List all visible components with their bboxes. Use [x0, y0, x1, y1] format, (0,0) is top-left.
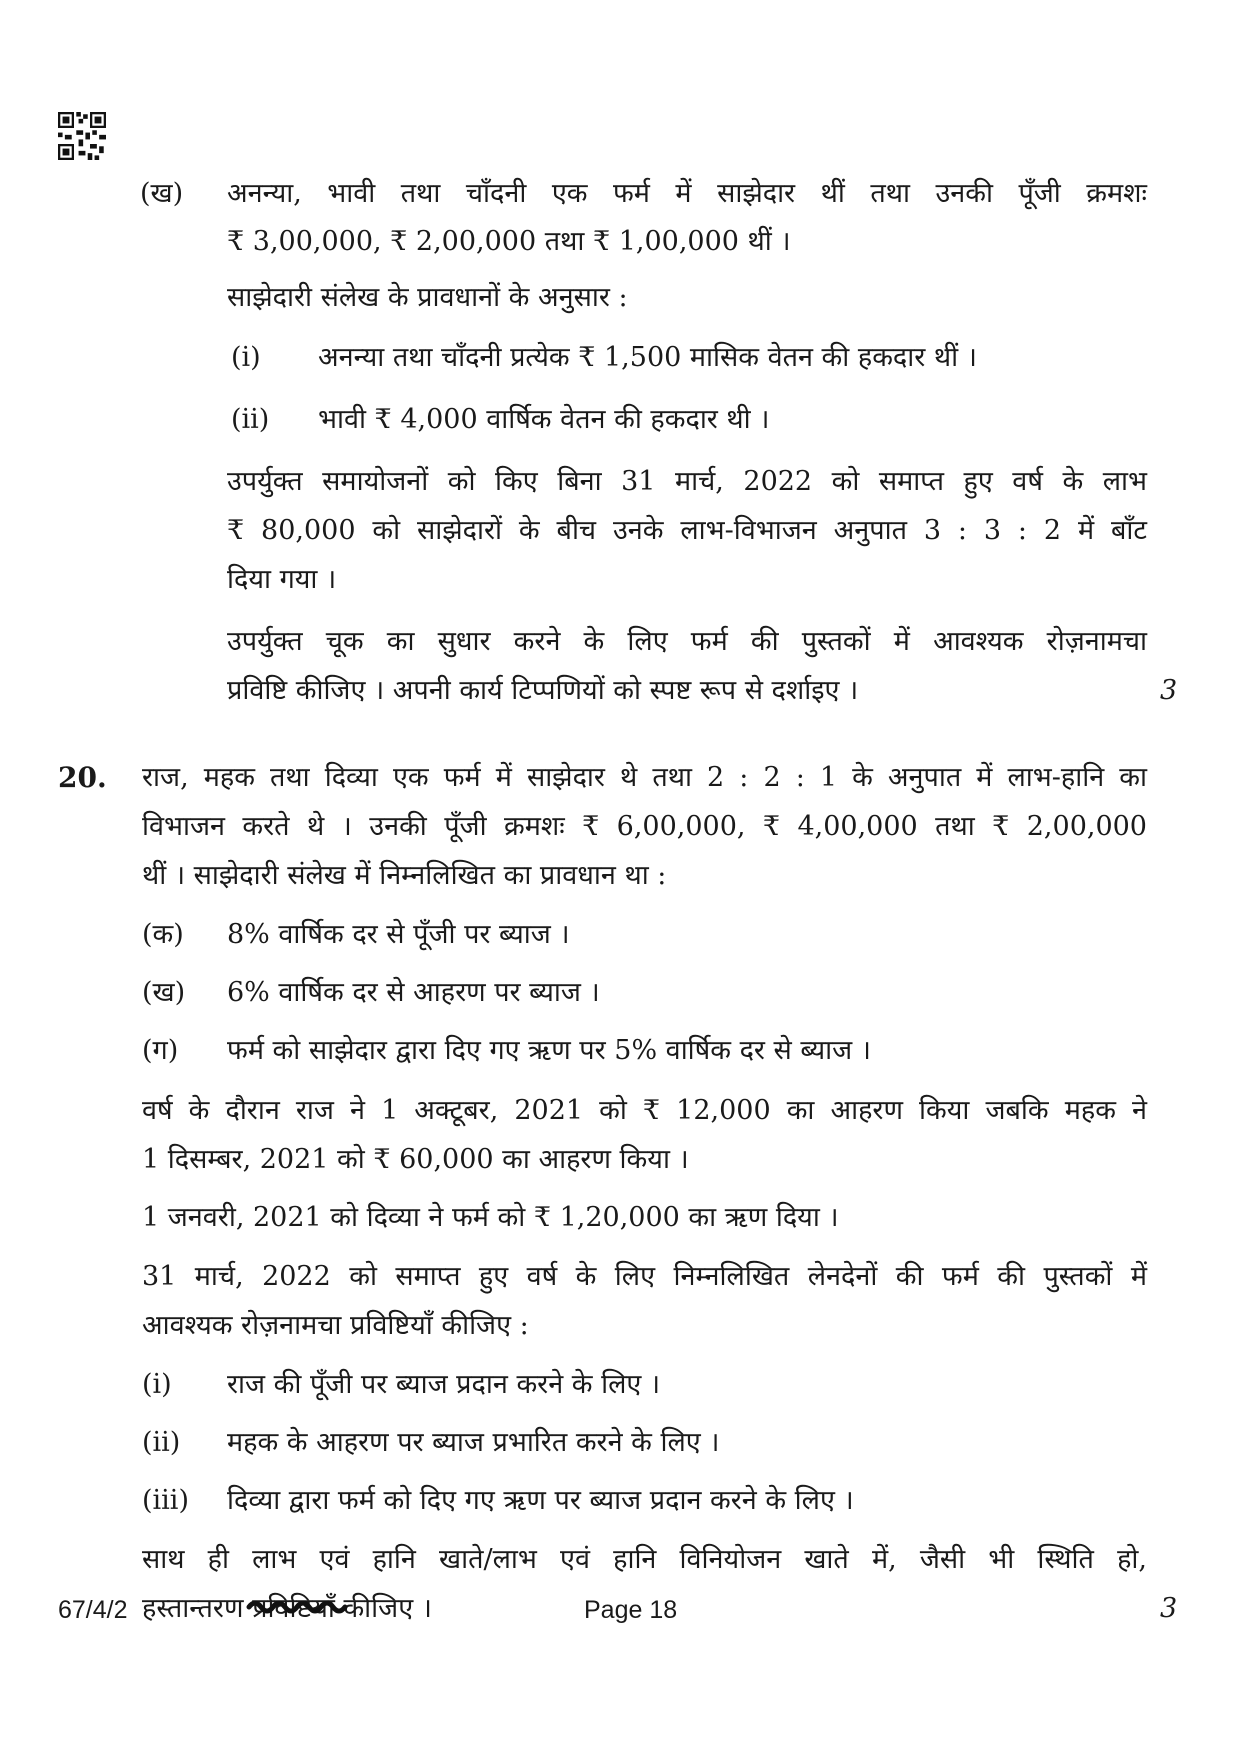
task-text: महक के आहरण पर ब्याज प्रभारित करने के लिए ।	[227, 1427, 720, 1458]
paragraph-line: साथ ही लाभ एवं हानि खाते/लाभ एवं हानि विनियोजन खाते में, जैसी भी स्थिति हो,	[142, 1544, 1147, 1575]
provision-label: (ग)	[142, 1035, 179, 1066]
question-text-line: थीं । साझेदारी संलेख में निम्नलिखित का प्रावधान था :	[142, 860, 667, 891]
task-label: (i)	[142, 1369, 172, 1400]
marks: 3	[1160, 1593, 1178, 1624]
part-intro-line: अनन्या, भावी तथा चाँदनी एक फर्म में साझेदार थीं तथा उनकी पूँजी क्रमशः	[227, 178, 1147, 209]
qr-code-icon	[58, 112, 106, 160]
provision-text: 6% वार्षिक दर से आहरण पर ब्याज ।	[227, 977, 600, 1008]
wave-divider-icon	[245, 1593, 355, 1617]
paragraph-line: वर्ष के दौरान राज ने 1 अक्टूबर, 2021 को ₹ 12,000 का आहरण किया जबकि महक ने	[142, 1095, 1147, 1126]
question-text-line: विभाजन करते थे । उनकी पूँजी क्रमशः ₹ 6,00,000, ₹ 4,00,000 तथा ₹ 2,00,000	[142, 811, 1147, 842]
task-label: (ii)	[142, 1427, 181, 1458]
page-number: Page 18	[584, 1596, 678, 1624]
list-item-text: अनन्या तथा चाँदनी प्रत्येक ₹ 1,500 मासिक वेतन की हकदार थीं ।	[318, 342, 977, 373]
provision-label: (क)	[142, 919, 184, 950]
list-item-label: (ii)	[231, 404, 270, 435]
provisions-heading: साझेदारी संलेख के प्रावधानों के अनुसार :	[227, 282, 628, 313]
list-item-label: (i)	[231, 342, 261, 373]
paragraph-line: प्रविष्टि कीजिए । अपनी कार्य टिप्पणियों को स्पष्ट रूप से दर्शाइए ।	[227, 675, 859, 706]
provision-label: (ख)	[142, 977, 186, 1008]
question-number: 20.	[58, 761, 107, 794]
provision-text: फर्म को साझेदार द्वारा दिए गए ऋण पर 5% वार्षिक दर से ब्याज ।	[227, 1035, 871, 1066]
marks: 3	[1160, 675, 1178, 706]
part-label: (ख)	[140, 178, 184, 209]
paragraph-line: उपर्युक्त चूक का सुधार करने के लिए फर्म की पुस्तकों में आवश्यक रोज़नामचा	[227, 626, 1147, 657]
paper-code: 67/4/2	[58, 1596, 128, 1624]
paragraph-line: 1 जनवरी, 2021 को दिव्या ने फर्म को ₹ 1,20,000 का ऋण दिया ।	[142, 1202, 839, 1233]
paragraph-line: उपर्युक्त समायोजनों को किए बिना 31 मार्च, 2022 को समाप्त हुए वर्ष के लाभ	[227, 466, 1147, 497]
question-text-line: राज, महक तथा दिव्या एक फर्म में साझेदार थे तथा 2 : 2 : 1 के अनुपात में लाभ-हानि का	[142, 762, 1147, 793]
task-text: राज की पूँजी पर ब्याज प्रदान करने के लिए ।	[227, 1369, 661, 1400]
list-item-text: भावी ₹ 4,000 वार्षिक वेतन की हकदार थी ।	[318, 404, 770, 435]
paragraph-line: आवश्यक रोज़नामचा प्रविष्टियाँ कीजिए :	[142, 1310, 529, 1341]
paragraph-line: 1 दिसम्बर, 2021 को ₹ 60,000 का आहरण किया ।	[142, 1144, 689, 1175]
paragraph-line: ₹ 80,000 को साझेदारों के बीच उनके लाभ-विभाजन अनुपात 3 : 3 : 2 में बाँट	[227, 515, 1147, 546]
paragraph-line: 31 मार्च, 2022 को समाप्त हुए वर्ष के लिए निम्नलिखित लेनदेनों की फर्म की पुस्तकों में	[142, 1261, 1147, 1292]
task-label: (iii)	[142, 1485, 189, 1516]
paragraph-line: हस्तान्तरण प्रविष्टियाँ कीजिए ।	[142, 1593, 432, 1624]
paragraph-line: दिया गया ।	[227, 564, 337, 595]
provision-text: 8% वार्षिक दर से पूँजी पर ब्याज ।	[227, 919, 570, 950]
part-intro-line: ₹ 3,00,000, ₹ 2,00,000 तथा ₹ 1,00,000 थीं ।	[227, 226, 791, 257]
task-text: दिव्या द्वारा फर्म को दिए गए ऋण पर ब्याज प्रदान करने के लिए ।	[227, 1485, 854, 1516]
